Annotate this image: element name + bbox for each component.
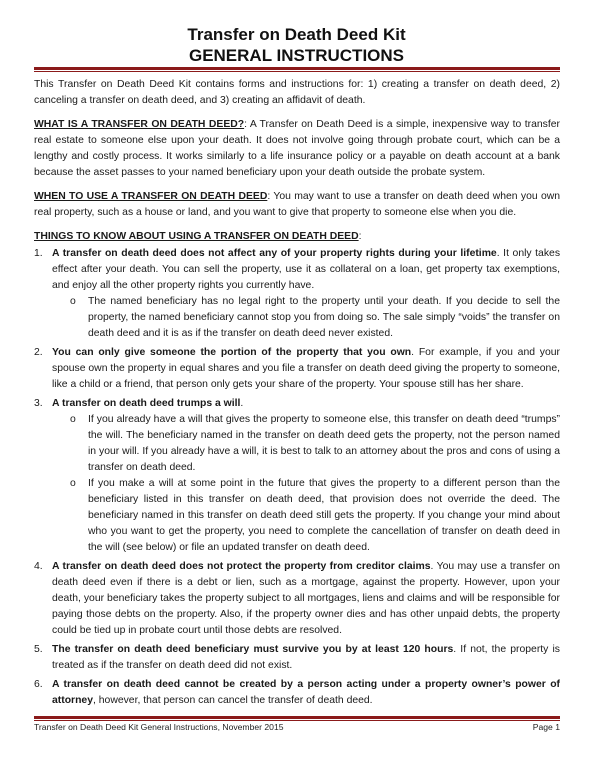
- list-item-bold: A transfer on death deed does not protect the property from creditor claims: [52, 561, 431, 572]
- sub-list-item: [52, 476, 560, 556]
- footer-rule: [34, 716, 560, 721]
- list-item-text: , however, that person can cancel the transfer of death deed.: [93, 695, 373, 706]
- bullet-icon: o: [70, 296, 76, 307]
- when-paragraph: [34, 189, 560, 221]
- list-item-bold: A transfer on death deed cannot be created by a person acting under a property owner’s power of attorney: [52, 679, 560, 706]
- list-item-4: [34, 559, 560, 639]
- list-item-1: [34, 246, 560, 342]
- sub-list: [52, 294, 560, 342]
- document-body: [34, 77, 560, 712]
- list-item-bold: You can only give someone the portion of the property that you own: [52, 347, 412, 358]
- sub-list-item: [52, 412, 560, 476]
- list-item-5: [34, 642, 560, 674]
- things-colon: :: [358, 231, 362, 242]
- list-item-bold: A transfer on death deed trumps a will: [52, 398, 241, 409]
- page-title: Transfer on Death Deed Kit: [187, 25, 406, 44]
- intro-paragraph: This Transfer on Death Deed Kit contains forms and instructions for: 1) creating a transfer on death deed, 2) canceling a transfer on death deed, and 3) creating an affidavit of death.: [34, 79, 560, 106]
- sub-list: [52, 412, 560, 556]
- page-subtitle: GENERAL INSTRUCTIONS: [188, 46, 405, 65]
- footer-doc-title: Transfer on Death Deed Kit General Instructions, November 2015: [34, 722, 284, 732]
- when-heading: WHEN TO USE A TRANSFER ON DEATH DEED: [34, 191, 268, 202]
- sub-item-text: If you already have a will that gives the property to someone else, this transfer on death deed “trumps” the will. The beneficiary named in the transfer on death deed gets the property, not the person named in your will. If you already have a will, it is best to talk to an attorney about the pros and cons of using a transfer on death deed.: [88, 414, 560, 473]
- list-item-text: . It only takes effect after your death. You can sell the property, use it as collateral on a loan, get property tax exemptions, and enjoy all the other property rights you currently have.: [52, 248, 561, 291]
- header-rule: [34, 67, 560, 72]
- list-item-text: . If not, the property is treated as if the transfer on death deed did not exist.: [52, 644, 560, 671]
- list-item-6: [34, 677, 560, 709]
- list-item-3: [34, 396, 560, 556]
- list-number: 5.: [34, 644, 43, 655]
- things-heading: THINGS TO KNOW ABOUT USING A TRANSFER ON DEATH DEED: [34, 231, 359, 242]
- list-item-text: . You may use a transfer on death deed even if there is a debt or lien, such as a mortgage, against the property. However, upon your death, your beneficiary takes the property subject to all mortgages, liens and claims and will be responsible for paying those debts on the property. Also, if the property owner dies and has other unpaid debts, the property could be tied up in probate court until those debts are resolved.: [52, 561, 560, 636]
- list-number: 1.: [34, 248, 43, 259]
- page-number: Page 1: [532, 722, 560, 732]
- list-item-bold: A transfer on death deed does not affect any of your property rights during your lifetime: [52, 248, 497, 259]
- list-number: 6.: [34, 679, 43, 690]
- list-item-2: [34, 345, 560, 393]
- bullet-icon: o: [70, 414, 76, 425]
- list-number: 4.: [34, 561, 43, 572]
- when-text: : You may want to use a transfer on death deed when you own real property, such as a house or land, and you want to give that property to someone else when you die.: [34, 191, 561, 218]
- sub-item-text: If you make a will at some point in the future that gives the property to a different person than the beneficiary listed in this transfer on death deed, that provision does not override the deed. The beneficiary named in this transfer on death deed still gets the property. If you change your mind about who you want to get the property, you need to complete the cancellation of transfer on death deed in the will (see below) or file an updated transfer on death deed.: [88, 478, 560, 553]
- list-item-text: . For example, if you and your spouse own the property in equal shares and you file a transfer on death deed giving the property to someone, like a child or a friend, that person only gets your share of the property. Your spouse still has her share.: [52, 347, 560, 390]
- list-item-text: .: [240, 398, 244, 409]
- list-item-bold: The transfer on death deed beneficiary must survive you by at least 120 hours: [52, 644, 454, 655]
- what-heading: WHAT IS A TRANSFER ON DEATH DEED?: [34, 119, 245, 130]
- things-list: [34, 246, 560, 709]
- list-number: 2.: [34, 347, 43, 358]
- list-number: 3.: [34, 398, 43, 409]
- bullet-icon: o: [70, 478, 76, 489]
- what-paragraph: [34, 117, 560, 181]
- sub-list-item: [52, 294, 560, 342]
- sub-item-text: The named beneficiary has no legal right to the property until your death. If you decide to sell the property, the named beneficiary cannot stop you from doing so. The sale simply “voids” the transfer on death deed and it is as if the transfer on death deed never existed.: [88, 296, 560, 339]
- what-text: : A Transfer on Death Deed is a simple, inexpensive way to transfer real estate to someone else upon your death. It does not involve going through probate court, which can be a lengthy and costly process. It works similarly to a life insurance policy or a payable on death account at a bank because the asset passes to your named beneficiary upon your death outside the probate system.: [34, 119, 560, 178]
- things-heading-line: [34, 229, 560, 245]
